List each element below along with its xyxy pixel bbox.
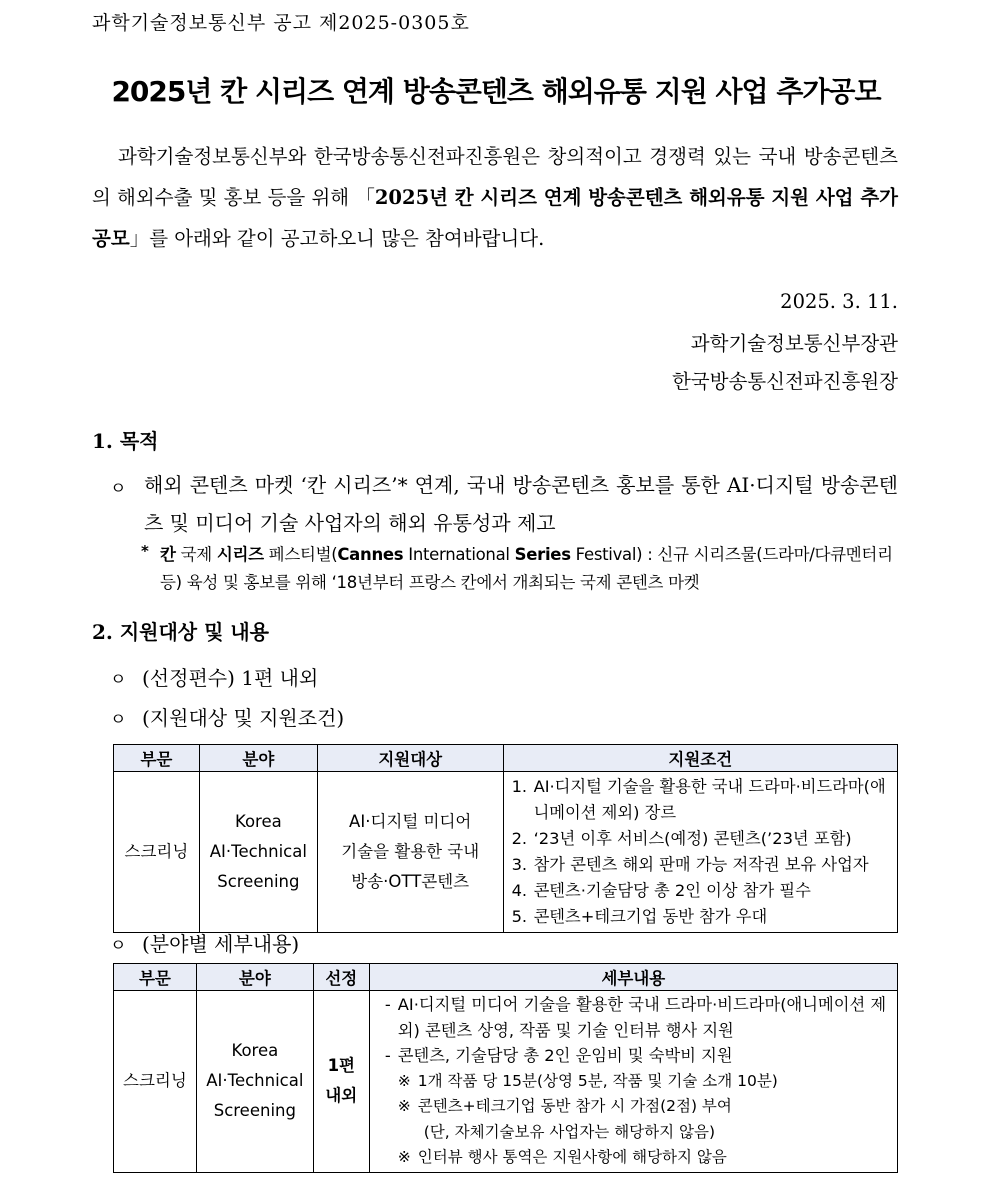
condition-number: 5.: [511, 907, 528, 926]
header-conditions: 지원조건: [503, 745, 897, 772]
detail-item: [378, 1043, 891, 1069]
section-1-heading: 1. 목적: [92, 429, 159, 453]
table-header-row: [114, 745, 898, 772]
condition-number: 4.: [511, 881, 528, 900]
field-cell: [199, 772, 317, 933]
dash-mark: -: [384, 1046, 391, 1065]
condition-text: ‘23년 이후 서비스(예정) 콘텐츠(’23년 포함): [533, 829, 852, 848]
division-cell: 스크리닝: [114, 772, 200, 933]
minister-signature: 과학기술정보통신부장관: [690, 332, 898, 355]
footnote-asterisk: *: [141, 542, 149, 560]
field-line: Screening: [213, 1101, 296, 1121]
note-mark: ※: [397, 1071, 411, 1090]
footnote-series-en: Series: [514, 545, 571, 564]
field-line: AI·Technical: [206, 1071, 304, 1091]
condition-text: 콘텐츠·기술담당 총 2인 이상 참가 필수: [533, 881, 811, 900]
footnote-cannes: Cannes: [337, 545, 404, 564]
table-header-row: [114, 964, 898, 991]
note-text: (단, 자체기술보유 사업자는 해당하지 않음): [423, 1122, 716, 1141]
note-mark: ※: [397, 1097, 411, 1115]
condition-item: [512, 878, 891, 904]
footnote-part: 국제: [175, 545, 217, 564]
header-details: 세부내용: [369, 964, 897, 991]
note-text: 1개 작품 당 15분(상영 5분, 작품 및 기술 소개 10분): [417, 1071, 778, 1090]
dash-mark: -: [384, 995, 391, 1014]
intro-bold-title: 2025년 칸 시리즈 연계 방송콘텐츠 해외유통 지원 사업 추가공모: [92, 186, 898, 250]
target-line: AI·디지털 미디어: [349, 812, 472, 831]
footnote-kan: 칸: [160, 545, 176, 564]
document-title: 2025년 칸 시리즈 연계 방송콘텐츠 해외유통 지원 사업 추가공모: [111, 75, 881, 108]
selection-count: [110, 662, 318, 691]
condition-item: [512, 852, 891, 878]
header-selection: 선정: [313, 964, 369, 991]
header-field: 분야: [196, 964, 313, 991]
note-text: 인터뷰 행사 통역은 지원사항에 해당하지 않음: [417, 1148, 727, 1166]
footnote-part: 페스티벌(: [263, 545, 338, 564]
condition-text: 참가 콘텐츠 해외 판매 가능 저작권 보유 사업자: [533, 855, 869, 874]
condition-number: 2.: [511, 829, 528, 848]
field-line: AI·Technical: [209, 842, 307, 861]
detail-text: 콘텐츠, 기술담당 총 2인 운임비 및 숙박비 지원: [397, 1046, 733, 1065]
selection-cell: [313, 991, 369, 1173]
field-detail-heading: [110, 928, 299, 957]
intro-text-1: 과학기술정보통신부와 한국방송통신전파진흥원은 창의적이고 경쟁력 있는 국내 방송콘텐츠의 해외수출 및 홍보 등을 위해 「: [92, 145, 898, 209]
condition-text: 콘텐츠+테크기업 동반 참가 우대: [533, 907, 768, 926]
field-line: Screening: [217, 872, 300, 891]
detail-text: AI·디지털 미디어 기술을 활용한 국내 드라마·비드라마(애니메이션 제외) 콘텐츠 상영, 작품 및 기술 인터뷰 행사 지원: [397, 995, 887, 1040]
table-row: [114, 772, 898, 933]
field-detail-text: (분야별 세부내용): [142, 932, 300, 956]
condition-number: 1.: [511, 777, 528, 796]
field-cell: [196, 991, 313, 1173]
details-cell: [369, 991, 897, 1173]
bullet-icon: ㅇ: [110, 479, 127, 499]
condition-item: [512, 904, 891, 930]
footnote-part: International: [403, 545, 515, 564]
condition-number: 3.: [511, 855, 528, 874]
target-line: 방송·OTT콘텐츠: [351, 872, 470, 891]
footnote-part: Festival) : 신규 시리즈물(드라마/다큐멘터리 등) 육성 및 홍보를 위해 ‘18년부터 프랑스 칸에서 개최되는 국제 콘텐츠 마켓: [160, 545, 893, 592]
section-2-heading: 2. 지원대상 및 내용: [92, 620, 270, 644]
detail-note: [378, 1120, 891, 1146]
field-details-table: [113, 963, 898, 1173]
support-conditions-table: [113, 744, 898, 933]
field-line: Korea: [234, 812, 282, 831]
selection-line: 내외: [325, 1086, 358, 1106]
announcement-date: 2025. 3. 11.: [780, 290, 898, 313]
president-signature: 한국방송통신전파진흥원장: [671, 370, 898, 393]
field-line: Korea: [231, 1041, 279, 1061]
detail-note: [378, 1069, 891, 1095]
bullet-icon: ㅇ: [110, 670, 127, 690]
header-division: 부문: [114, 964, 197, 991]
note-mark: ※: [397, 1148, 411, 1166]
header-target: 지원대상: [317, 745, 503, 772]
intro-text-2: 」를 아래와 같이 공고하오니 많은 참여바랍니다.: [129, 227, 545, 250]
conditions-cell: [503, 772, 897, 933]
intro-paragraph: [92, 136, 898, 259]
footnote-text: [160, 541, 900, 597]
detail-note: [378, 1145, 891, 1171]
selection-count-text: (선정편수) 1편 내외: [142, 666, 319, 690]
selection-line: 1편: [327, 1056, 355, 1076]
bullet-icon: ㅇ: [110, 710, 127, 730]
condition-item: [512, 774, 891, 826]
purpose-text: 해외 콘텐츠 마켓 ‘칸 시리즈’* 연계, 국내 방송콘텐츠 홍보를 통한 AI·디지털 방송콘텐츠 및 미디어 기술 사업자의 해외 유통성과 제고: [144, 473, 898, 535]
condition-item: [512, 826, 891, 852]
detail-note: [378, 1094, 891, 1120]
header-division: 부문: [114, 745, 200, 772]
table-row: [114, 991, 898, 1173]
condition-text: AI·디지털 기술을 활용한 국내 드라마·비드라마(애니메이션 제외) 장르: [533, 777, 886, 822]
support-target-text: (지원대상 및 지원조건): [142, 706, 345, 730]
bullet-icon: ㅇ: [110, 936, 127, 956]
division-cell: 스크리닝: [114, 991, 197, 1173]
footnote-series: 시리즈: [216, 545, 264, 564]
support-target-heading: [110, 702, 344, 731]
note-text: 콘텐츠+테크기업 동반 참가 시 가점(2점) 부여: [417, 1097, 732, 1115]
detail-item: [378, 992, 891, 1043]
target-line: 기술을 활용한 국내: [341, 842, 480, 861]
notice-number: 과학기술정보통신부 공고 제2025-0305호: [92, 12, 470, 34]
target-cell: [317, 772, 503, 933]
header-field: 분야: [199, 745, 317, 772]
